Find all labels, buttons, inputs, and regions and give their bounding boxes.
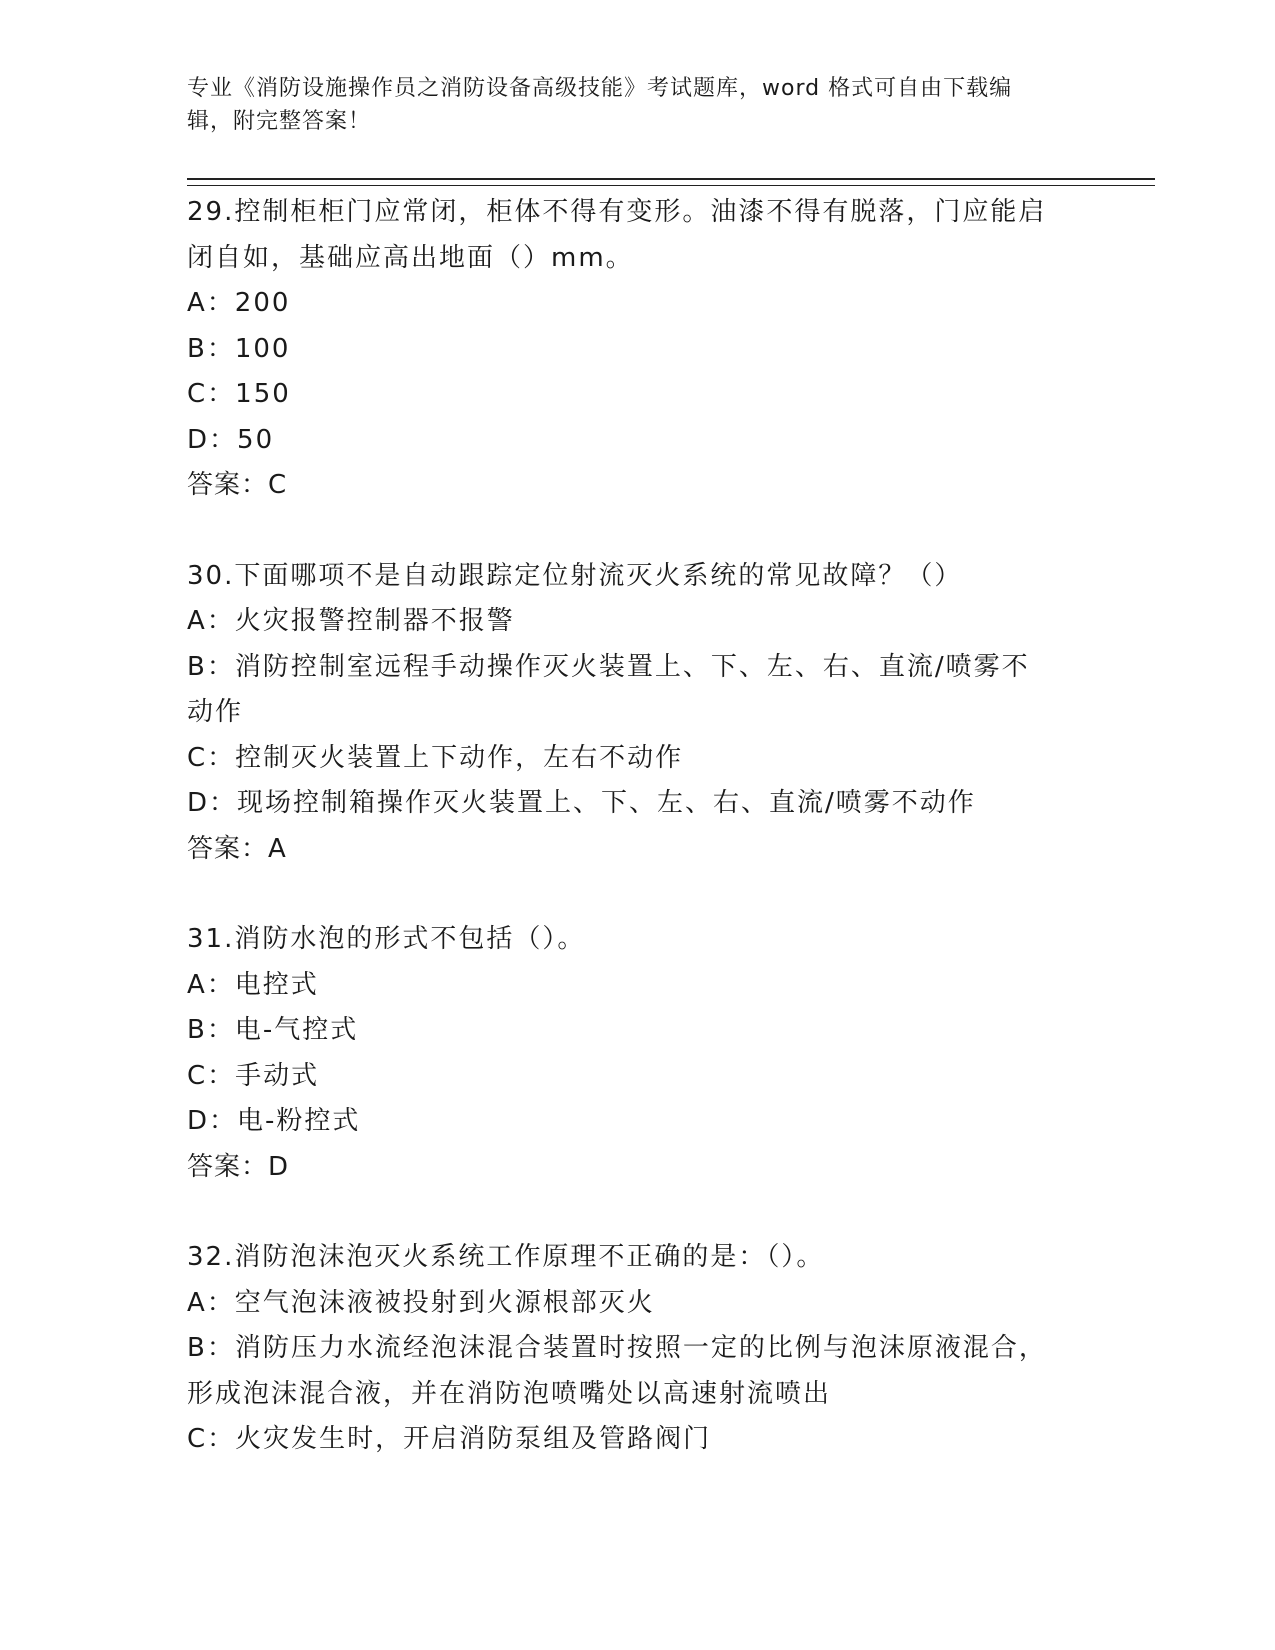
question-32: [187, 1235, 1087, 1463]
question-stem-line: 闭自如，基础应高出地面（）mm。: [187, 242, 634, 273]
question-29: [187, 190, 1087, 509]
header-line-1: 专业《消防设施操作员之消防设备高级技能》考试题库，word 格式可自由下载编: [187, 76, 1013, 101]
header-divider-thin: [187, 185, 1155, 186]
option-c: C：150: [187, 379, 291, 409]
question-list: [187, 190, 1087, 1508]
option-b: B：消防控制室远程手动操作灭火装置上、下、左、右、直流/喷雾不: [187, 651, 1030, 682]
option-b-continued: 形成泡沫混合液，并在消防泡喷嘴处以高速射流喷出: [187, 1378, 832, 1409]
option-c: C：控制灭火装置上下动作，左右不动作: [187, 742, 684, 773]
option-b: B：电-气控式: [187, 1015, 359, 1045]
header-line-2: 辑，附完整答案！: [187, 109, 372, 134]
option-b-continued: 动作: [187, 697, 244, 727]
option-d: D：50: [187, 424, 275, 455]
question-30: [187, 554, 1087, 873]
option-a: A：火灾报警控制器不报警: [187, 606, 515, 636]
answer-text: 答案：A: [187, 833, 287, 864]
option-c: C：火灾发生时，开启消防泵组及管路阀门: [187, 1424, 712, 1454]
option-c: C：手动式: [187, 1060, 320, 1091]
option-a: A：200: [187, 288, 291, 318]
question-stem-line: 30.下面哪项不是自动跟踪定位射流灭火系统的常见故障？（）: [187, 560, 963, 591]
document-header: [187, 72, 1077, 138]
question-31: [187, 917, 1087, 1190]
option-b: B：100: [187, 333, 291, 364]
question-stem-line: 32.消防泡沫泡灭火系统工作原理不正确的是：（）。: [187, 1242, 825, 1272]
header-divider-thick: [187, 178, 1155, 180]
option-d: D：现场控制箱操作灭火装置上、下、左、右、直流/喷雾不动作: [187, 788, 976, 818]
option-d: D：电-粉控式: [187, 1106, 361, 1136]
question-stem-line: 31.消防水泡的形式不包括（）。: [187, 924, 586, 954]
answer-text: 答案：C: [187, 470, 288, 500]
answer-text: 答案：D: [187, 1151, 290, 1182]
question-stem-line: 29.控制柜柜门应常闭，柜体不得有变形。油漆不得有脱落，门应能启: [187, 197, 1047, 227]
option-a: A：电控式: [187, 969, 319, 1000]
option-a: A：空气泡沫液被投射到火源根部灭火: [187, 1287, 655, 1318]
option-b: B：消防压力水流经泡沫混合装置时按照一定的比例与泡沫原液混合，: [187, 1333, 1047, 1363]
